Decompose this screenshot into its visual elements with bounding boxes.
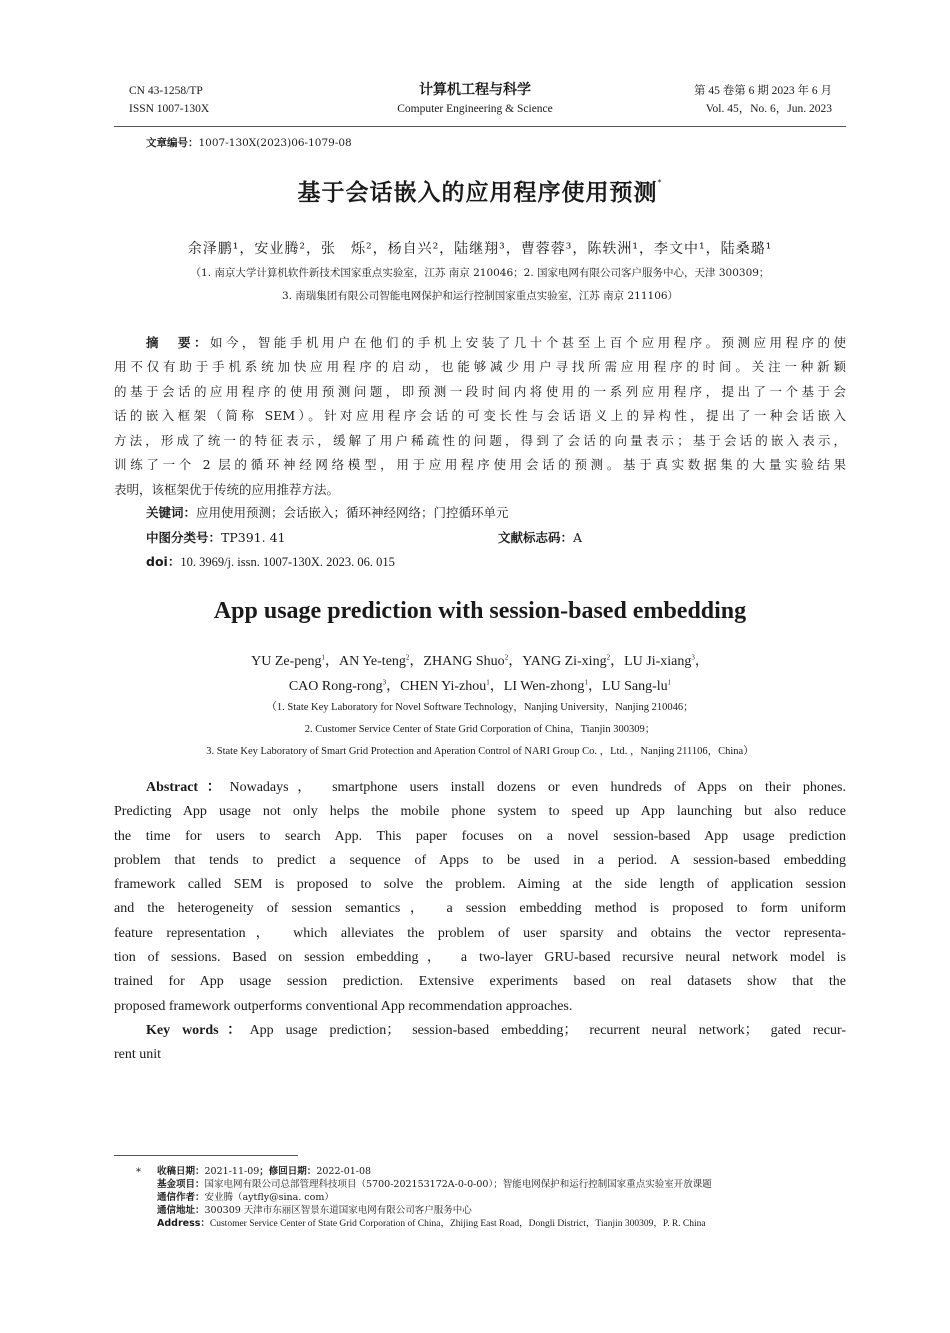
abstract-en-line-1: Abstract：Nowadays， smartphone users install dozens or even hundreds of Apps on their phones. xyxy=(146,780,846,795)
article-number xyxy=(146,135,352,151)
abstract-en-line-2: Predicting App usage not only helps the mobile phone system to speed up App launching but also reduce xyxy=(114,804,846,820)
author-separator: ， xyxy=(610,654,625,669)
footnote-corresponding: 通信作者：安业腾（aytfly@sina. com） xyxy=(157,1192,334,1203)
title-cn-text: 基于会话嵌入的应用程序使用预测 xyxy=(297,180,658,206)
footnote-address-cn: 通信地址：300309 天津市东丽区智景东道国家电网有限公司客户服务中心 xyxy=(157,1205,472,1216)
footnote-fund: 基金项目：国家电网有限公司总部管理科技项目（5700-202153172A-0-0-00）；智能电网保护和运行控制国家重点实验室开放课题 xyxy=(157,1179,712,1190)
abstract-en-line-10: proposed framework outperforms conventional App recommendation approaches. xyxy=(114,998,573,1014)
author-affiliation-mark: 2 xyxy=(606,653,611,662)
author-en-name: ZHANG Shuo xyxy=(423,654,505,669)
abstract-cn-label: 摘 要： xyxy=(146,335,210,350)
author-affiliation-mark: 1 xyxy=(667,678,672,687)
document-code-label: 文献标志码： xyxy=(498,530,574,545)
abstract-cn-line-2: 用不仅有助于手机系统加快应用程序的启动，也能够减少用户寻找所需应用程序的时间。关注一种新颖 xyxy=(114,359,846,374)
abstract-cn-line-3: 的基于会话的应用程序的使用预测问题，即预测一段时间内将使用的一系列应用程序，提出了一个基于会 xyxy=(114,384,846,399)
keywords-en-line-1: Key words：App usage prediction； session-based embedding； recurrent neural network； gated recur- xyxy=(146,1022,846,1038)
keywords-en-label: Key words： xyxy=(146,1022,250,1038)
author-en-name: AN Ye-teng xyxy=(339,654,406,669)
journal-name xyxy=(300,80,650,118)
footnote-dates: 收稿日期：2021-11-09；修回日期：2022-01-08 xyxy=(157,1166,372,1177)
footnote-address-en: Address：Customer Service Center of State Grid Corporation of China，Zhijing East Road，Dongli District，Tianjin 300309，P. R. China xyxy=(157,1218,706,1229)
title-cn xyxy=(114,174,846,207)
abstract-cn-line-6: 训练了一个 2 层的循环神经网络模型，用于应用程序使用会话的预测。基于真实数据集的大量实验结果 xyxy=(114,457,846,472)
author-separator: ， xyxy=(386,679,401,694)
document-code xyxy=(498,527,582,549)
affiliation-en-1: （1. State Key Laboratory for Novel Software Technology，Nanjing University，Nanjing 210046； xyxy=(266,702,694,713)
author-separator: ， xyxy=(489,679,504,694)
article-number-value: 1007-130X(2023)06-1079-08 xyxy=(198,137,352,149)
authors-en-line-1 xyxy=(114,650,846,670)
footnote-rule xyxy=(114,1155,298,1156)
author-affiliation-mark: 2 xyxy=(405,653,410,662)
author-separator: ， xyxy=(409,654,424,669)
affiliation-cn-1: （1. 南京大学计算机软件新技术国家重点实验室，江苏 南京 210046；2. 国家电网有限公司客户服务中心，天津 300309； xyxy=(190,267,770,279)
abstract-en-line-7: feature representation， which alleviates the problem of user sparsity and obtains the vector representa- xyxy=(114,925,846,941)
title-footnote-mark: * xyxy=(657,178,663,188)
author-affiliation-mark: 1 xyxy=(486,678,490,687)
author-affiliation-mark: 3 xyxy=(382,678,387,687)
author-en-name: CHEN Yi-zhou xyxy=(400,679,487,694)
abstract-en-line-9: trained for App usage session prediction. Extensive experiments based on real datasets show that the xyxy=(114,974,846,990)
clc-value: TP391. 41 xyxy=(221,530,286,545)
abstract-cn-line-1: 摘 要：如今，智能手机用户在他们的手机上安装了几十个甚至上百个应用程序。预测应用程序的使 xyxy=(146,335,846,350)
article-number-label: 文章编号： xyxy=(146,137,199,149)
author-affiliation-mark: 2 xyxy=(504,653,509,662)
journal-name-en: Computer Engineering & Science xyxy=(397,103,553,115)
title-en: App usage prediction with session-based embedding xyxy=(213,598,747,624)
abstract-cn-line-7: 表明，该框架优于传统的应用推荐方法。 xyxy=(114,482,340,497)
authors-en-line-2 xyxy=(114,675,846,695)
abstract-en-line-6: and the heterogeneity of session semantics， a session embedding method is proposed to form uniform xyxy=(114,901,846,917)
doi-label: doi： xyxy=(146,554,181,569)
keywords-cn-value: 应用使用预测；会话嵌入；循环神经网络；门控循环单元 xyxy=(196,505,509,520)
journal-codes xyxy=(129,82,209,118)
received-date: 2021-11-09 xyxy=(204,1166,260,1177)
keywords-cn-label: 关键词： xyxy=(146,505,197,520)
author-en-name: YU Ze-peng xyxy=(251,654,322,669)
author-en-name: YANG Zi-xing xyxy=(522,654,607,669)
abstract-en xyxy=(114,776,846,1068)
header-rule xyxy=(114,126,846,127)
author-en-name: LI Wen-zhong xyxy=(503,679,585,694)
doi-value: 10. 3969/j. issn. 1007-130X. 2023. 06. 015 xyxy=(180,555,395,569)
revised-date: 2022-01-08 xyxy=(316,1166,372,1177)
document-code-value: A xyxy=(573,530,583,545)
keywords-cn xyxy=(146,502,509,524)
author-separator: ， xyxy=(587,679,602,694)
journal-name-cn: 计算机工程与科学 xyxy=(419,82,531,98)
affiliation-cn-2: 3. 南瑞集团有限公司智能电网保护和运行控制国家重点实验室，江苏 南京 211106） xyxy=(281,290,679,302)
doi xyxy=(146,551,395,573)
author-affiliation-mark: 1 xyxy=(584,678,588,687)
author-separator: ， xyxy=(694,654,709,669)
abstract-en-line-5: framework called SEM is proposed to solve the problem. Aiming at the side length of application session xyxy=(114,877,846,893)
issue-en: Vol. 45，No. 6，Jun. 2023 xyxy=(705,103,832,115)
issue-cn: 第 45 卷第 6 期 2023 年 6 月 xyxy=(694,85,832,97)
abstract-en-line-4: problem that tends to predict a sequence of Apps to be used in a period. A session-based embedding xyxy=(114,852,846,868)
author-separator: ， xyxy=(325,654,340,669)
affiliation-en-3: 3. State Key Laboratory of Smart Grid Protection and Aperation Control of NARI Group Co. ，Ltd. ，Nanjing 211106，China） xyxy=(206,746,754,757)
author-affiliation-mark: 3 xyxy=(691,653,695,662)
author-en-name: CAO Rong-rong xyxy=(288,679,383,694)
author-separator: ， xyxy=(508,654,523,669)
issn: ISSN 1007-130X xyxy=(129,103,210,115)
author-affiliation-mark: 1 xyxy=(321,653,326,662)
cn-code: CN 43-1258/TP xyxy=(129,85,203,97)
affiliation-en-2: 2. Customer Service Center of State Grid Corporation of China，Tianjin 300309； xyxy=(304,724,656,735)
author-en-name: LU Sang-lu xyxy=(601,679,668,694)
clc-number xyxy=(146,527,285,549)
footnote-mark: * xyxy=(136,1167,141,1178)
authors-cn: 余泽鹏¹，安业腾²，张 烁²，杨自兴²，陆继翔³，曹蓉蓉³，陈轶洲¹，李文中¹，陆桑璐¹ xyxy=(187,241,773,257)
abstract-cn-line-4: 话的嵌入框架（简称 SEM）。针对应用程序会话的可变长性与会话语义上的异构性，提出了一种会话嵌入 xyxy=(114,408,846,423)
abstract-cn-line-5: 方法，形成了统一的特征表示，缓解了用户稀疏性的问题，得到了会话的向量表示；基于会话的嵌入表示， xyxy=(114,433,846,448)
abstract-en-label: Abstract： xyxy=(146,780,230,795)
clc-label: 中图分类号： xyxy=(146,530,222,545)
issue-info xyxy=(694,82,832,118)
abstract-en-line-8: tion of sessions. Based on session embedding， a two-layer GRU-based recursive neural network model is xyxy=(114,950,846,966)
keywords-en-line-2: rent unit xyxy=(114,1047,162,1063)
abstract-en-line-3: the time for users to search App. This paper focuses on a novel session-based App usage prediction xyxy=(114,828,846,844)
author-en-name: LU Ji-xiang xyxy=(624,654,692,669)
